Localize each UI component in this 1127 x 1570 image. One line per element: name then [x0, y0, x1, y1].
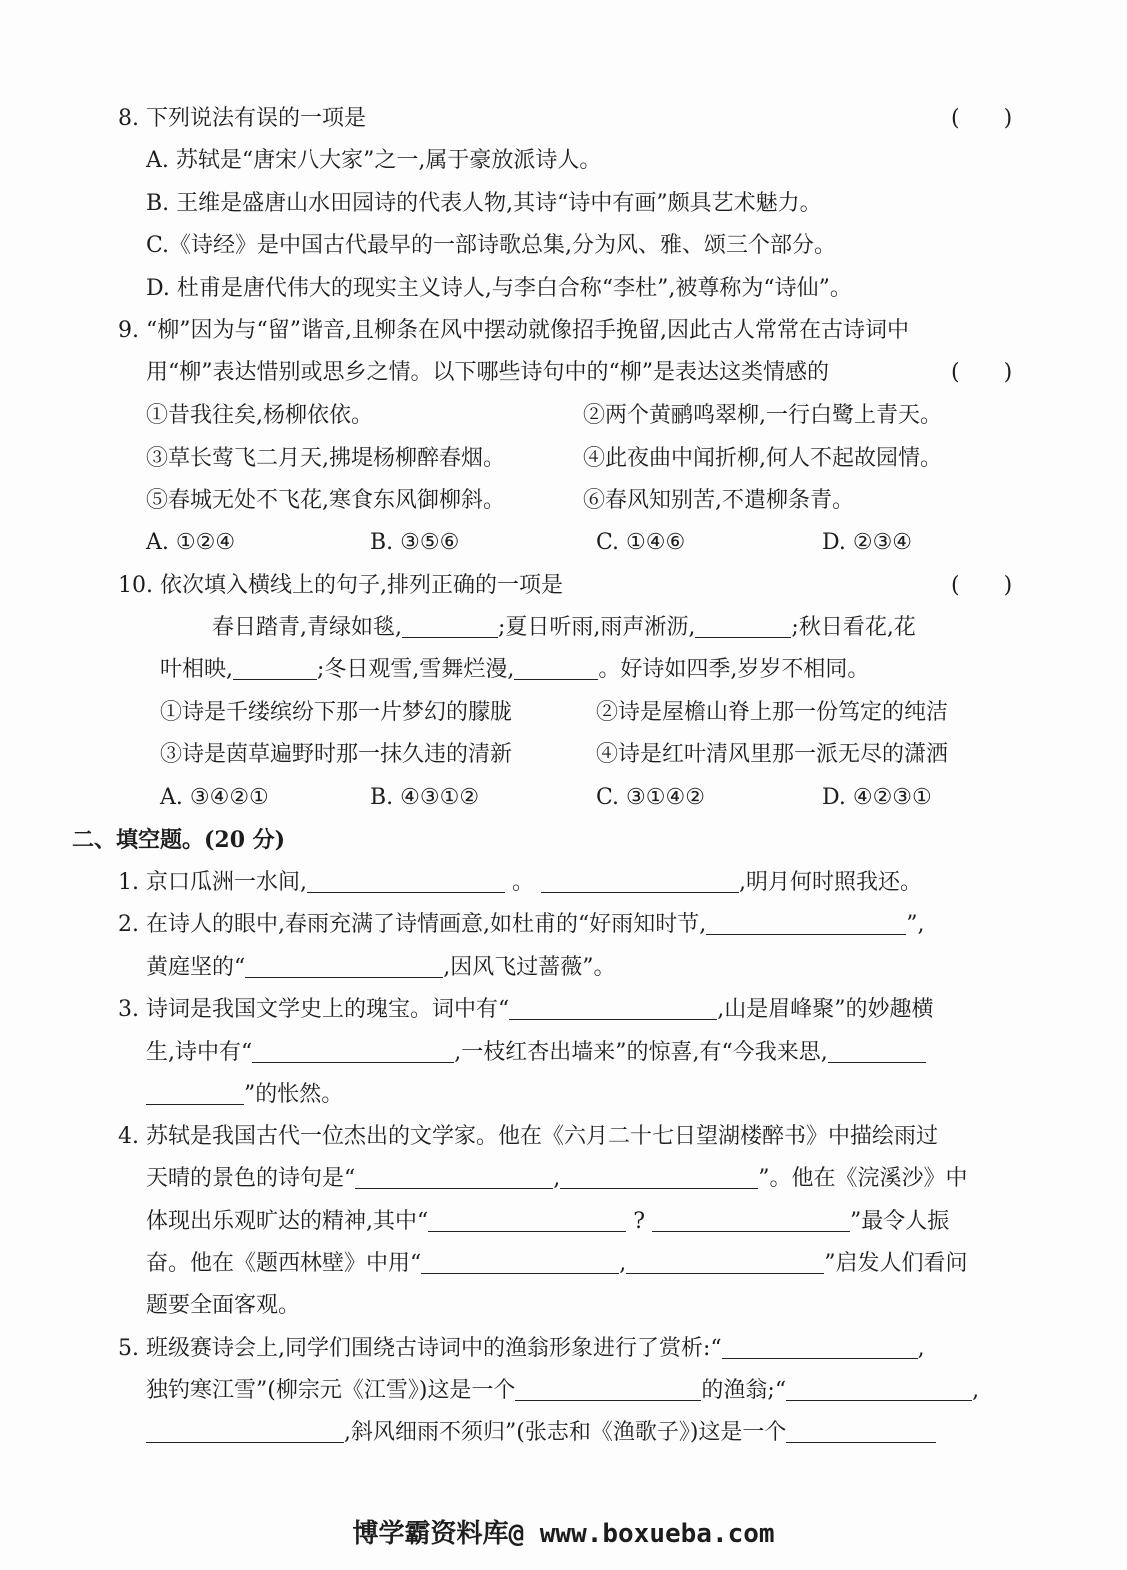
q8-stem: 8. 下列说法有误的一项是: [118, 106, 366, 131]
q10-choice-c[interactable]: C. ③①④②: [596, 785, 705, 810]
q10-choice-b[interactable]: B. ④③①②: [370, 785, 480, 810]
fill-4-blank-1[interactable]: [355, 1166, 553, 1189]
q8-option-b: B. 王维是盛唐山水田园诗的代表人物,其诗“诗中有画”颇具艺术魅力。: [146, 191, 822, 216]
fill-2-number: 2.: [118, 912, 139, 937]
fill-5-blank-4[interactable]: [146, 1420, 344, 1443]
fill-1-number: 1.: [118, 870, 139, 895]
q10-stem: 10. 依次填入横线上的句子,排列正确的一项是: [118, 573, 563, 598]
q10-item-2: ②诗是屋檐山脊上那一份笃定的纯洁: [596, 700, 949, 725]
fill-2-line2: [146, 953, 616, 983]
fill-2-text: ,因风飞过蔷薇”。: [443, 955, 616, 980]
q10-answer-paren[interactable]: ( ): [951, 573, 1013, 598]
fill-5-text: ,: [917, 1336, 925, 1361]
q10-item-1: ①诗是千缕缤纷下那一片梦幻的朦胧: [160, 700, 513, 725]
fill-2-text: 在诗人的眼中,春雨充满了诗情画意,如杜甫的“好雨知时节,: [146, 912, 707, 937]
fill-3-blank-1[interactable]: [509, 997, 717, 1020]
fill-4-text: 苏轼是我国古代一位杰出的文学家。他在《六月二十七日望湖楼醉书》中描绘雨过: [146, 1124, 939, 1149]
fill-2-text: 黄庭坚的“: [146, 955, 246, 980]
fill-1: [118, 868, 922, 898]
fill-5-text: ,斜风细雨不须归”(张志和《渔歌子》)这是一个: [344, 1420, 787, 1445]
fill-5-line3: [146, 1418, 936, 1448]
q9-choice-c[interactable]: C. ①④⑥: [596, 530, 686, 555]
q9-answer-paren[interactable]: ( ): [951, 360, 1013, 385]
fill-5-line2: [146, 1376, 979, 1406]
fill-4-blank-4[interactable]: [652, 1209, 850, 1232]
q10-blank-3[interactable]: [233, 657, 317, 680]
q8-option-c: C.《诗经》是中国古代最早的一部诗歌总集,分为风、雅、颂三个部分。: [146, 233, 837, 258]
q9-item-3: ③草长莺飞二月天,拂堤杨柳醉春烟。: [146, 446, 505, 471]
q10-passage-line2: [160, 655, 869, 685]
fill-1-blank-2[interactable]: [541, 870, 739, 893]
fill-5-line1: [118, 1334, 925, 1364]
fill-3-blank-2[interactable]: [252, 1040, 454, 1063]
fill-5-number: 5.: [118, 1336, 139, 1361]
fill-4-text: 体现出乐观旷达的精神,其中“: [146, 1209, 429, 1234]
fill-4-blank-5[interactable]: [421, 1251, 619, 1274]
q10-item-4: ④诗是红叶清风里那一派无尽的潇洒: [596, 742, 949, 767]
q9-choice-a[interactable]: A. ①②④: [146, 530, 236, 555]
fill-4-text: ”启发人们看问: [824, 1251, 968, 1276]
q9-item-4: ④此夜曲中闻折柳,何人不起故园情。: [583, 446, 942, 471]
fill-2-blank-2[interactable]: [245, 955, 443, 978]
fill-5-blank-5[interactable]: [786, 1420, 936, 1443]
fill-1-text: ,明月何时照我还。: [739, 870, 923, 895]
footer-watermark: [0, 1513, 1127, 1550]
fill-4-text: 奋。他在《题西林壁》中用“: [146, 1251, 422, 1276]
q10-blank-4[interactable]: [514, 657, 598, 680]
q10-choice-d[interactable]: D. ④②③①: [822, 785, 932, 810]
fill-4-blank-3[interactable]: [428, 1209, 626, 1232]
fill-3-line3: [146, 1080, 343, 1110]
fill-5-text: 班级赛诗会上,同学们围绕古诗词中的渔翁形象进行了赏析:“: [146, 1336, 722, 1361]
fill-3-number: 3.: [118, 997, 139, 1022]
fill-3-line1: [118, 995, 934, 1025]
q9-item-6: ⑥春风知别苦,不遣柳条青。: [583, 488, 854, 513]
q8-answer-paren[interactable]: ( ): [951, 106, 1013, 131]
q9-choice-b[interactable]: B. ③⑤⑥: [370, 530, 460, 555]
fill-4-text: 题要全面客观。: [146, 1293, 301, 1318]
q10-passage-text: 叶相映,: [160, 657, 233, 682]
fill-1-text: 京口瓜洲一水间,: [146, 870, 307, 895]
fill-3-text: ,一枝红杏出墙来”的惊喜,有“今我来思,: [454, 1040, 828, 1065]
q9-item-1: ①昔我往矣,杨柳依依。: [146, 403, 373, 428]
q10-blank-2[interactable]: [695, 615, 791, 638]
fill-4-line1: [118, 1122, 938, 1152]
q9-stem-line2: 用“柳”表达惜别或思乡之情。以下哪些诗句中的“柳”是表达这类情感的: [146, 360, 829, 385]
q9-item-2: ②两个黄鹂鸣翠柳,一行白鹭上青天。: [583, 403, 942, 428]
footer-site-name: 博学霸资料库: [352, 1519, 509, 1549]
q9-stem-line1: 9. “柳”因为与“留”谐音,且柳条在风中摆动就像招手挽留,因此古人常常在古诗词中: [118, 318, 909, 343]
q8-option-d: D. 杜甫是唐代伟大的现实主义诗人,与李白合称“李杜”,被尊称为“诗仙”。: [146, 276, 852, 301]
fill-4-text: ”。他在《浣溪沙》中: [758, 1166, 968, 1191]
fill-3-text: ,山是眉峰聚”的妙趣横: [717, 997, 934, 1022]
q10-blank-1[interactable]: [402, 615, 498, 638]
q10-passage-text: ;夏日听雨,雨声淅沥,: [498, 615, 696, 640]
q8-option-a: A. 苏轼是“唐宋八大家”之一,属于豪放派诗人。: [146, 148, 602, 173]
fill-4-line5: [146, 1291, 300, 1321]
q10-passage-text: 春日踏青,青绿如毯,: [212, 615, 402, 640]
fill-2-blank-1[interactable]: [706, 912, 906, 935]
fill-2-text: ”,: [906, 912, 925, 937]
fill-3-text: 生,诗中有“: [146, 1040, 253, 1065]
fill-3-blank-3a[interactable]: [828, 1040, 926, 1063]
fill-4-blank-2[interactable]: [560, 1166, 758, 1189]
q9-choice-d[interactable]: D. ②③④: [822, 530, 913, 555]
q9-item-5: ⑤春城无处不飞花,寒食东风御柳斜。: [146, 488, 505, 513]
fill-5-text: ,: [972, 1378, 980, 1403]
fill-5-blank-3[interactable]: [786, 1378, 972, 1401]
q10-passage-line1: [212, 613, 916, 643]
q10-passage-text: ;冬日观雪,雪舞烂漫,: [317, 657, 515, 682]
q10-passage-text: 。好诗如四季,岁岁不相同。: [598, 657, 870, 682]
q10-choice-a[interactable]: A. ③④②①: [160, 785, 269, 810]
fill-2-line1: [118, 910, 924, 940]
fill-4-line4: [146, 1249, 968, 1279]
footer-url[interactable]: @ www.boxueba.com: [508, 1519, 775, 1549]
fill-3-line2: [146, 1038, 926, 1068]
section-2-title: 二、填空题。(20 分): [72, 827, 286, 853]
fill-4-number: 4.: [118, 1124, 139, 1149]
fill-5-blank-1[interactable]: [722, 1336, 918, 1359]
fill-4-line3: [146, 1207, 949, 1237]
fill-4-text: 天晴的景色的诗句是“: [146, 1166, 356, 1191]
fill-4-text: ”最令人振: [850, 1209, 950, 1234]
fill-1-text: 。: [512, 870, 535, 895]
fill-4-blank-6[interactable]: [626, 1251, 824, 1274]
fill-3-blank-3b[interactable]: [146, 1082, 244, 1105]
fill-4-text: ,: [619, 1251, 627, 1276]
fill-1-blank-1[interactable]: [307, 870, 505, 893]
fill-5-text: 独钓寒江雪”(柳宗元《江雪》)这是一个: [146, 1378, 516, 1403]
q10-item-3: ③诗是茵草遍野时那一抹久违的清新: [160, 742, 513, 767]
q10-passage-text: ;秋日看花,花: [791, 615, 916, 640]
fill-4-text: ,: [553, 1166, 561, 1191]
fill-4-text: ?: [633, 1209, 646, 1234]
fill-4-line2: [146, 1164, 968, 1194]
fill-5-text: 的渔翁;“: [701, 1378, 787, 1403]
fill-3-text: 诗词是我国文学史上的瑰宝。词中有“: [146, 997, 510, 1022]
fill-5-blank-2[interactable]: [515, 1378, 701, 1401]
fill-3-text: ”的怅然。: [244, 1082, 344, 1107]
